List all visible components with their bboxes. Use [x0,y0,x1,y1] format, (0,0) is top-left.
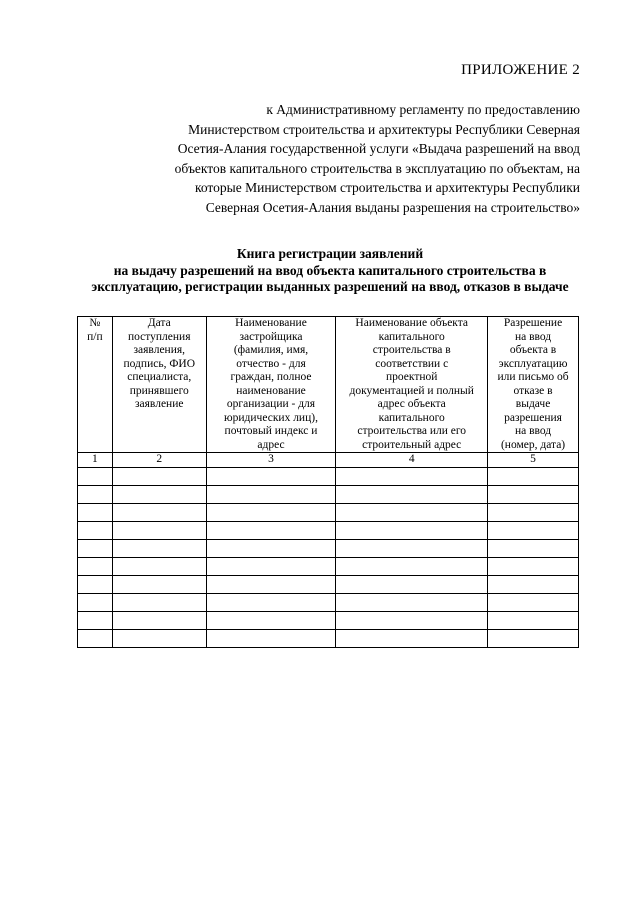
table-cell [206,612,336,630]
table-cell [78,522,113,540]
regulation-reference-line: Осетия-Алания государственной услуги «Выдача разрешений на ввод [177,141,580,156]
column-header-line: соответствии с [375,357,449,370]
column-header-line: Разрешение [503,317,563,329]
table-cell [206,630,336,648]
table-cell [488,630,579,648]
column-header-line: специалиста, [127,371,192,383]
table-cell [336,612,488,630]
table-row [78,558,579,576]
document-heading-line: Книга регистрации заявлений [236,246,424,261]
column-header-line: на ввод [514,425,552,437]
column-header-line: почтовый индекс и [224,425,318,437]
column-header-line: застройщика [239,330,303,343]
table-cell [206,594,336,612]
column-header-line: подпись, ФИО [123,357,196,370]
table-cell [206,576,336,594]
column-header-line: адрес объекта [377,398,446,410]
column-header-line: капитального [378,330,445,343]
column-header-index [78,317,113,453]
column-header-line: поступления [127,330,191,343]
column-number: 4 [336,453,488,468]
column-number-row [78,453,579,468]
column-header-line: строительный адрес [362,438,462,451]
table-cell [488,486,579,504]
table-row [78,612,579,630]
column-header-line: объекта в [509,344,557,356]
column-header-line: адрес [257,438,285,451]
table-cell [206,504,336,522]
column-number: 3 [206,453,336,468]
table-row [78,594,579,612]
table-cell [78,558,113,576]
table-cell [336,540,488,558]
column-number: 5 [488,453,579,468]
table-cell [336,630,488,648]
document-heading [70,246,590,296]
table-cell [336,522,488,540]
table-cell [78,594,113,612]
table-cell [488,612,579,630]
table-cell [488,468,579,486]
table-cell [336,594,488,612]
table-row [78,540,579,558]
table-cell [112,558,206,576]
column-header-line: юридических лиц), [224,411,318,424]
column-header-line: № [89,317,101,329]
appendix-title: ПРИЛОЖЕНИЕ 2 [461,62,580,78]
column-header-line: строительства или его [357,425,467,437]
table-cell [112,504,206,522]
column-header-line: заявления, [133,344,186,356]
table-cell [112,576,206,594]
table-cell [488,594,579,612]
column-header-line: на ввод [514,330,552,343]
table-row [78,576,579,594]
table-cell [336,504,488,522]
column-header-developer [206,317,336,453]
column-header-line: Наименование объекта [355,317,469,329]
column-header-line: проектной [386,371,438,383]
table-cell [112,522,206,540]
table-cell [78,486,113,504]
table-cell [206,486,336,504]
table-cell [488,504,579,522]
column-header-line: граждан, полное [230,371,312,383]
column-header-line: разрешения [504,411,562,424]
table-cell [336,576,488,594]
column-header-line: принявшего [129,384,189,397]
column-header-line: выдаче [515,398,551,410]
table-row [78,504,579,522]
table-cell [488,558,579,576]
regulation-reference-line: Министерством строительства и архитектуры Республики Северная [188,121,580,137]
table-header-row [78,317,579,453]
table-cell [206,468,336,486]
regulation-reference-line: Северная Осетия-Алания выданы разрешения на строительство» [205,199,580,215]
column-header-line: Наименование [235,317,307,329]
table-cell [112,630,206,648]
column-header-line: строительства в [372,344,451,356]
table-cell [78,612,113,630]
table-cell [488,522,579,540]
column-header-line: документацией и полный [349,384,474,397]
column-header-line: (фамилия, имя, [233,344,309,356]
column-header-line: эксплуатацию [498,357,568,370]
table-cell [78,540,113,558]
table-cell [488,576,579,594]
column-header-line: наименование [236,384,306,397]
column-header-line: организации - для [226,398,316,410]
table-cell [78,468,113,486]
table-cell [78,504,113,522]
table-cell [112,486,206,504]
table-cell [206,540,336,558]
table-cell [78,630,113,648]
table-cell [112,468,206,486]
regulation-reference [110,100,580,217]
column-header-line: заявление [135,398,184,410]
column-header-line: отчество - для [236,357,306,370]
table-cell [206,558,336,576]
table-row [78,522,579,540]
column-header-line: п/п [87,330,103,343]
column-header-permit [488,317,579,453]
table-cell [112,612,206,630]
column-number: 1 [78,453,113,468]
regulation-reference-line: объектов капитального строительства в эксплуатацию по объектам, на [174,160,580,176]
regulation-reference-line: которые Министерством строительства и архитектуры Республики [194,180,580,195]
column-header-line: отказе в [513,384,553,397]
column-header-line: или письмо об [497,371,569,383]
column-number: 2 [112,453,206,468]
column-header-line: (номер, дата) [500,438,566,451]
table-cell [336,468,488,486]
table-cell [336,558,488,576]
column-header-line: капитального [378,411,445,424]
table-cell [336,486,488,504]
table-row [78,486,579,504]
regulation-reference-line: к Административному регламенту по предоставлению [266,102,580,117]
document-heading-line: на выдачу разрешений на ввод объекта капитального строительства в [113,262,547,278]
table-cell [488,540,579,558]
column-header-object [336,317,488,453]
table-cell [112,540,206,558]
table-cell [112,594,206,612]
table-row [78,468,579,486]
column-header-line: Дата [147,317,171,329]
table-cell [78,576,113,594]
table-cell [206,522,336,540]
column-header-date [112,317,206,453]
document-heading-line: эксплуатацию, регистрации выданных разрешений на ввод, отказов в выдаче [91,279,569,294]
table-row [78,630,579,648]
registration-table [77,316,579,648]
